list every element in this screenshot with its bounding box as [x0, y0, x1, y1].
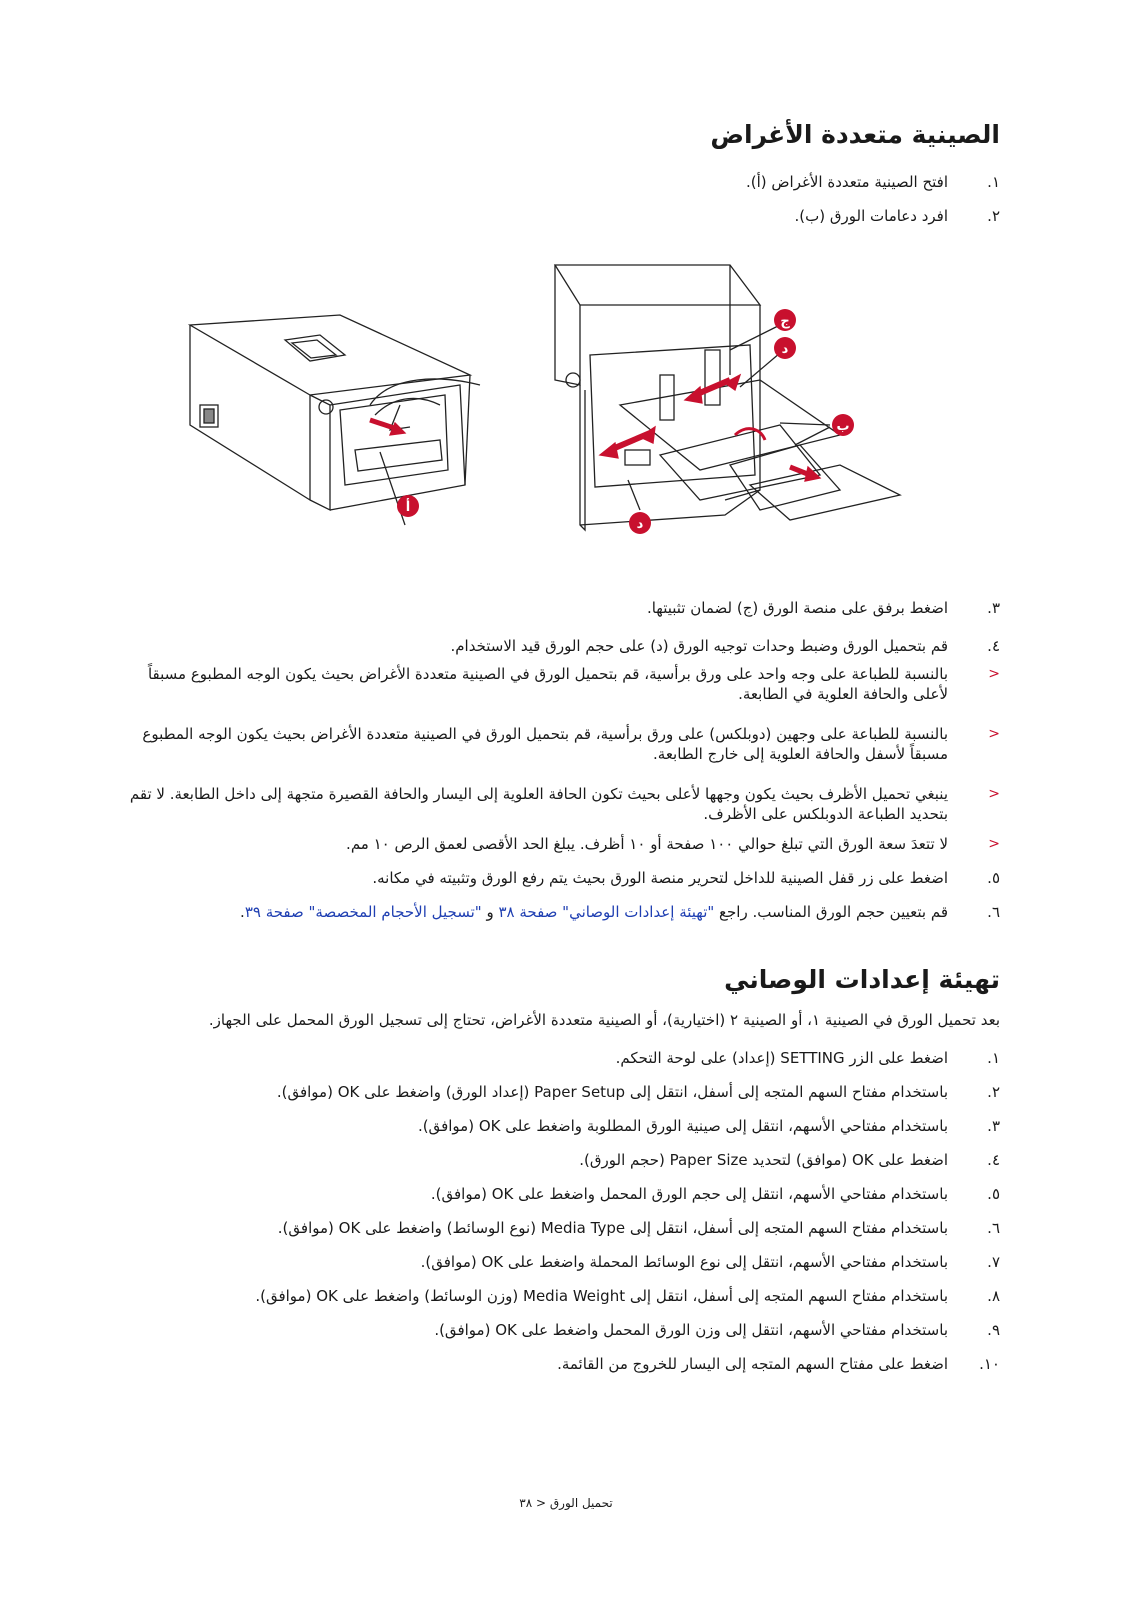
list-item: ٣. اضغط برفق على منصة الورق (ج) لضمان تثبيتها. [646, 599, 1000, 617]
cross-reference-link[interactable]: "تسجيل الأحجام المخصصة" صفحة ٣٩ [244, 903, 482, 921]
steps-list-3 [120, 868, 1000, 888]
callout-d-label-top: د [781, 342, 789, 357]
callout-c-label: ج [780, 314, 790, 329]
list-item: ٩. باستخدام مفتاحي الأسهم، انتقل إلى وزن الورق المحمل واضغط على OK (موافق). [434, 1321, 1000, 1339]
printer-tray-illustration [140, 255, 1000, 555]
note-bullet: < بالنسبة للطباعة على وجه واحد على ورق برأسية، قم بتحميل الورق في الصينية متعددة الأغراض بحيث يكون الوجه المطبوع مسبقاً لأعلى والحافة العلوية في الطابعة. [147, 665, 1000, 703]
list-item: ٢. افرد دعامات الورق (ب). [794, 207, 1000, 225]
cross-reference-link[interactable]: "تهيئة إعدادات الوصاني" صفحة ٣٨ [498, 903, 715, 921]
list-item: ٦. قم بتعيين حجم الورق المناسب. راجع "تهيئة إعدادات الوصاني" صفحة ٣٨ و "تسجيل الأحجام المخصصة" صفحة ٣٩. [240, 903, 1000, 921]
callout-d-label-bottom: د [636, 517, 644, 532]
list-item: ٥. باستخدام مفتاحي الأسهم، انتقل إلى حجم الورق المحمل واضغط على OK (موافق). [430, 1185, 1000, 1203]
list-item: ٥. اضغط على زر قفل الصينية للداخل لتحرير منصة الورق بحيث يتم رفع الورق وتثبيته في مكانه. [372, 869, 1000, 887]
list-item: ١٠. اضغط على مفتاح السهم المتجه إلى اليسار للخروج من القائمة. [557, 1355, 1000, 1373]
page-footer: تحميل الورق < ٣٨ [519, 1496, 613, 1510]
note-bullet: < لا تتعدَ سعة الورق التي تبلغ حوالي ١٠٠ صفحة أو ١٠ أظرف. يبلغ الحد الأقصى لعمق الرص ١٠ مم. [346, 835, 1000, 853]
callout-b-label: ب [836, 419, 850, 434]
list-item: ٣. باستخدام مفتاحي الأسهم، انتقل إلى صينية الورق المطلوبة واضغط على OK (موافق). [417, 1117, 1000, 1135]
list-item: ١. اضغط على الزر SETTING (إعداد) على لوحة التحكم. [615, 1049, 1000, 1067]
list-item: ٦. باستخدام مفتاح السهم المتجه إلى أسفل، انتقل إلى Media Type (نوع الوسائط) واضغط على OK (موافق). [277, 1219, 1000, 1237]
note-bullet: < بالنسبة للطباعة على وجهين (دوبلكس) على ورق برأسية، قم بتحميل الورق في الصينية متعددة الأغراض بحيث يكون الوجه المطبوع مسبقاً لأسفل والحافة العلوية إلى خارج الطابعة. [142, 725, 1000, 763]
section-title-multipurpose-tray: الصينية متعددة الأغراض [710, 120, 1000, 149]
list-item: ٧. باستخدام مفتاحي الأسهم، انتقل إلى نوع الوسائط المحملة واضغط على OK (موافق). [420, 1253, 1000, 1271]
list-item: ١. افتح الصينية متعددة الأغراض (أ). [746, 173, 1000, 191]
list-item: ٨. باستخدام مفتاح السهم المتجه إلى أسفل، انتقل إلى Media Weight (وزن الوسائط) واضغط على OK (موافق). [255, 1287, 1000, 1305]
note-bullet: < ينبغي تحميل الأظرف بحيث يكون وجهها لأعلى بحيث تكون الحافة العلوية إلى اليسار والحافة القصيرة متجهة إلى داخل الطابعة. لا تقم بتحديد الطباعة الدوبلكس على الأظرف. [129, 785, 1000, 823]
section-title-tray-settings: تهيئة إعدادات الوصاني [724, 965, 1000, 994]
steps-list-4 [120, 902, 1000, 922]
list-item: ٤. قم بتحميل الورق وضبط وحدات توجيه الورق (د) على حجم الورق قيد الاستخدام. [450, 637, 1000, 655]
steps-list-1 [120, 172, 1000, 226]
list-item: ٤. اضغط على OK (موافق) لتحديد Paper Size (حجم الورق). [579, 1151, 1000, 1169]
list-item: ٢. باستخدام مفتاح السهم المتجه إلى أسفل، انتقل إلى Paper Setup (إعداد الورق) واضغط على OK (موافق). [276, 1083, 1000, 1101]
steps-list-5 [120, 1048, 1000, 1374]
callout-a-label: أ [405, 500, 411, 515]
steps-list-2 [120, 598, 1000, 656]
intro-paragraph: بعد تحميل الورق في الصينية ١، أو الصينية ٢ (اختيارية)، أو الصينية متعددة الأغراض، تحتاج إلى تسجيل الورق المحمل على الجهاز. [208, 1011, 1000, 1029]
